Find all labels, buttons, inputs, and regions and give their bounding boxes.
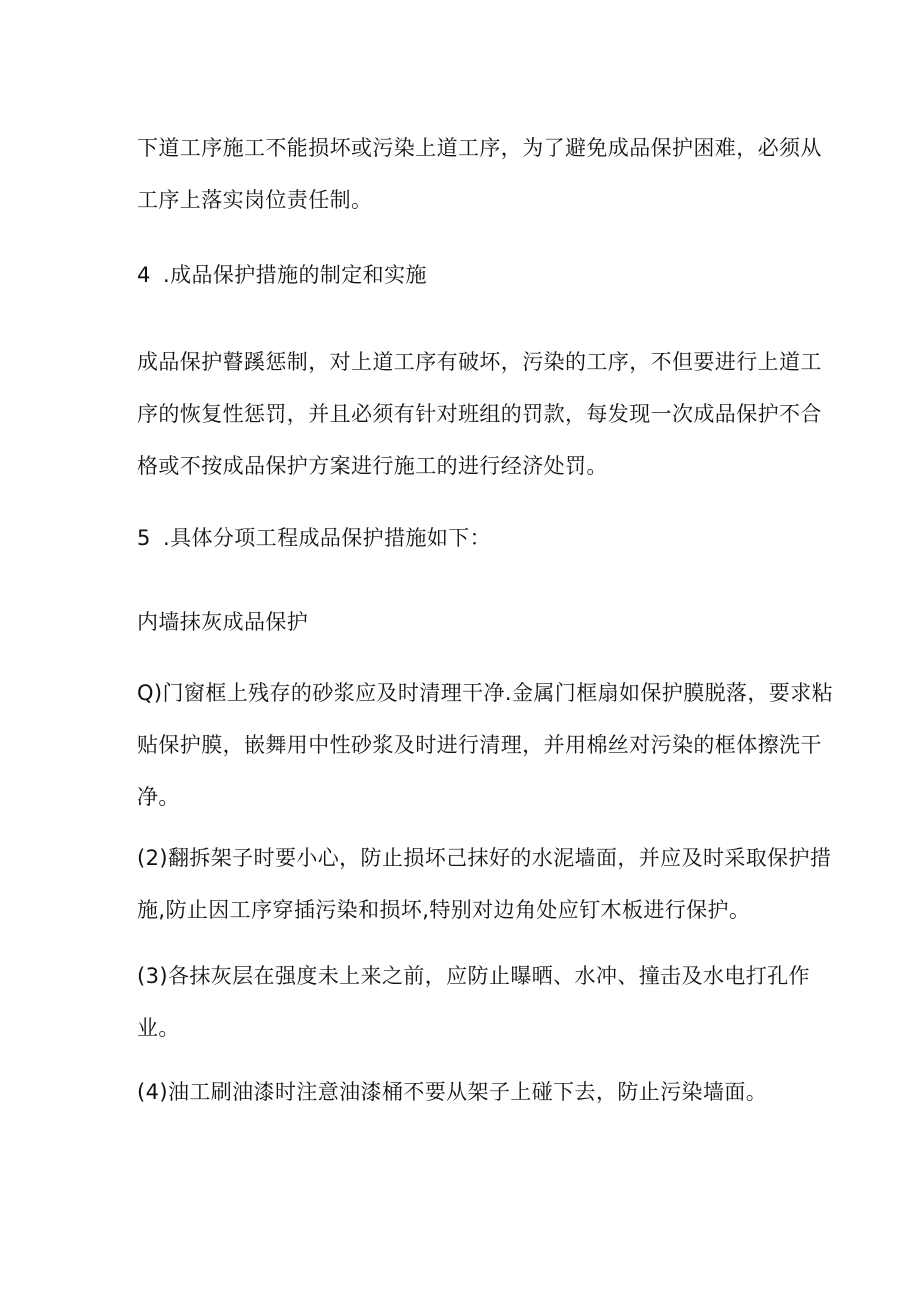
- section-heading-5: [137, 512, 797, 564]
- text-line: Q)门窗框上残存的砂浆应及时清理干净.金属门框扇如保护膜脱落，要求粘: [137, 681, 833, 705]
- text-line: 施,防止因工序穿插污染和损坏,特别对边角处应钉木板进行保护。: [137, 898, 751, 922]
- text-line: 下道工序施工不能损坏或污染上道工序，为了避免成品保护困难，必须从: [137, 136, 822, 160]
- text-line: (2)翻拆架子时要小心，防止损坏己抹好的水泥墙面，并应及时采取保护措: [137, 846, 832, 870]
- text-line: 工序上落实岗位责任制。: [137, 188, 373, 212]
- text-line: (3)各抹灰层在强度未上来之前，应防止曝晒、水冲、撞击及水电打孔作: [137, 964, 810, 988]
- text-line: 内墙抹灰成品保护: [137, 610, 309, 634]
- paragraph-responsibility: [137, 122, 822, 226]
- section-heading-4: [137, 249, 797, 301]
- section-title: .具体分项工程成品保护措施如下：: [163, 526, 492, 550]
- text-line: (4)油工刷油漆时注意油漆桶不要从架子上碰下去，防止污染墙面。: [137, 1080, 768, 1104]
- paragraph-item-1: [137, 667, 833, 823]
- text-line: 序的恢复性惩罚，并且必须有针对班组的罚款，每发现一次成品保护不合: [137, 402, 822, 426]
- paragraph-item-2: [137, 832, 832, 936]
- text-line: 成品保护瞽蹊惩制，对上道工序有破坏，污染的工序，不但要进行上道工: [137, 350, 822, 374]
- paragraph-penalty: [137, 336, 822, 492]
- text-line: 贴保护膜，嵌舞用中性砂浆及时进行清理，并用棉丝对污染的框体擦洗干: [137, 733, 822, 757]
- text-line: 格或不按成品保护方案进行施工的进行经济处罚。: [137, 454, 608, 478]
- text-line: 净。: [137, 785, 180, 809]
- text-line: 业。: [137, 1016, 180, 1040]
- paragraph-item-3: [137, 950, 810, 1054]
- heading-line: [137, 249, 797, 301]
- section-number: 5: [137, 526, 151, 550]
- section-title: .成品保护措施的制定和实施: [163, 263, 427, 287]
- paragraph-item-4: [137, 1066, 797, 1118]
- section-number: 4: [137, 263, 151, 287]
- subheading-plaster: [137, 596, 797, 648]
- heading-line: [137, 512, 797, 564]
